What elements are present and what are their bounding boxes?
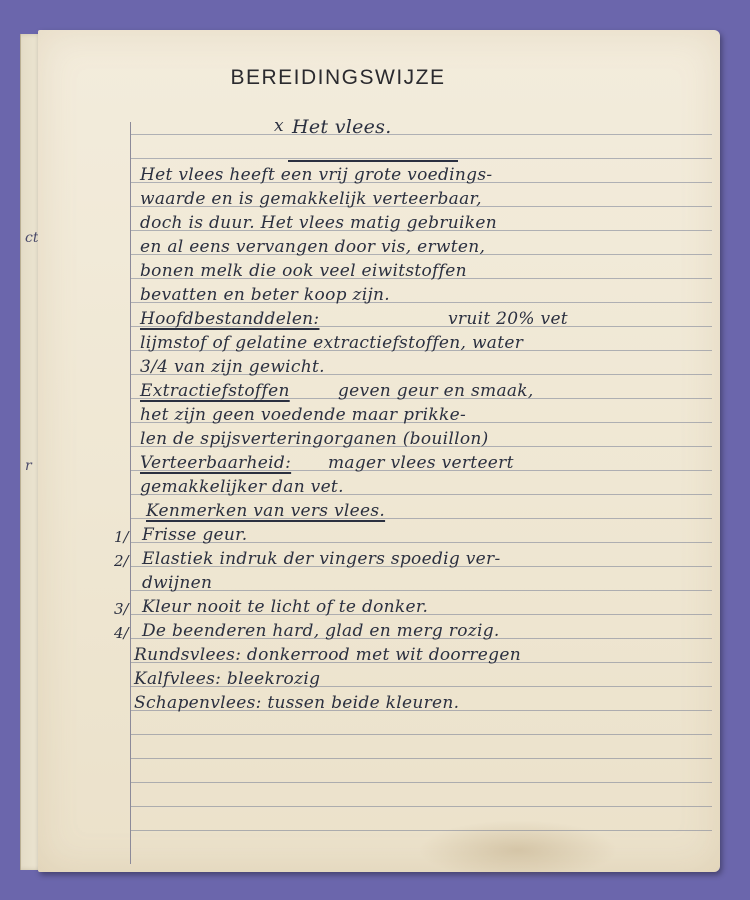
page-heading: BEREIDINGSWIJZE	[230, 66, 446, 89]
paragraph-line: Het vlees heeft een vrij grote voedings-	[140, 165, 493, 185]
back-page-fragment: ct	[25, 230, 39, 246]
list-item-continuation: dwijnen	[142, 573, 213, 593]
extractiefstoffen-line: het zijn geen voedende maar prikke-	[140, 405, 467, 425]
extractiefstoffen-text: geven geur en smaak,	[338, 381, 534, 401]
meat-kind-line: Schapenvlees: tussen beide kleuren.	[134, 693, 460, 713]
paragraph-line: doch is duur. Het vlees matig gebruiken	[140, 213, 497, 233]
list-item: Frisse geur.	[142, 525, 248, 545]
paper-stain	[418, 820, 618, 880]
list-item-number: 4/	[114, 624, 129, 642]
verteerbaarheid-line: gemakkelijker dan vet.	[140, 477, 344, 497]
list-item-number: 1/	[114, 528, 129, 546]
extractiefstoffen-label: Extractiefstoffen	[140, 381, 290, 401]
list-item-number: 2/	[114, 552, 129, 570]
paragraph-line: waarde en is gemakkelijk verteerbaar,	[140, 189, 482, 209]
hoofdbestanddelen-text: vruit 20% vet	[448, 309, 568, 329]
back-page-fragment: r	[25, 458, 32, 474]
title-mark: x	[274, 116, 284, 136]
paragraph-line: bevatten en beter koop zijn.	[140, 285, 391, 305]
hoofdbestanddelen-line: lijmstof of gelatine extractiefstoffen, water	[140, 333, 524, 353]
paragraph-line: en al eens vervangen door vis, erwten,	[140, 237, 486, 257]
list-item: Elastiek indruk der vingers spoedig ver-	[142, 549, 501, 569]
meat-kind-line: Kalfvlees: bleekrozig	[134, 669, 321, 689]
section-title: Het vlees.	[292, 116, 392, 138]
margin-line	[130, 122, 131, 864]
kenmerken-label: Kenmerken van vers vlees.	[146, 501, 386, 521]
extractiefstoffen-line: len de spijsverteringorganen (bouillon)	[140, 429, 489, 449]
meat-kind-line: Rundsvlees: donkerrood met wit doorregen	[134, 645, 521, 665]
paragraph-line: bonen melk die ook veel eiwitstoffen	[140, 261, 467, 281]
list-item: Kleur nooit te licht of te donker.	[142, 597, 429, 617]
hoofdbestanddelen-line: 3/4 van zijn gewicht.	[140, 357, 325, 377]
verteerbaarheid-text: mager vlees verteert	[328, 453, 514, 473]
list-item: De beenderen hard, glad en merg rozig.	[142, 621, 500, 641]
verteerbaarheid-label: Verteerbaarheid:	[140, 453, 292, 473]
list-item-number: 3/	[114, 600, 129, 618]
title-underline	[288, 160, 458, 162]
hoofdbestanddelen-label: Hoofdbestanddelen:	[140, 309, 320, 329]
notebook-page	[38, 30, 720, 872]
